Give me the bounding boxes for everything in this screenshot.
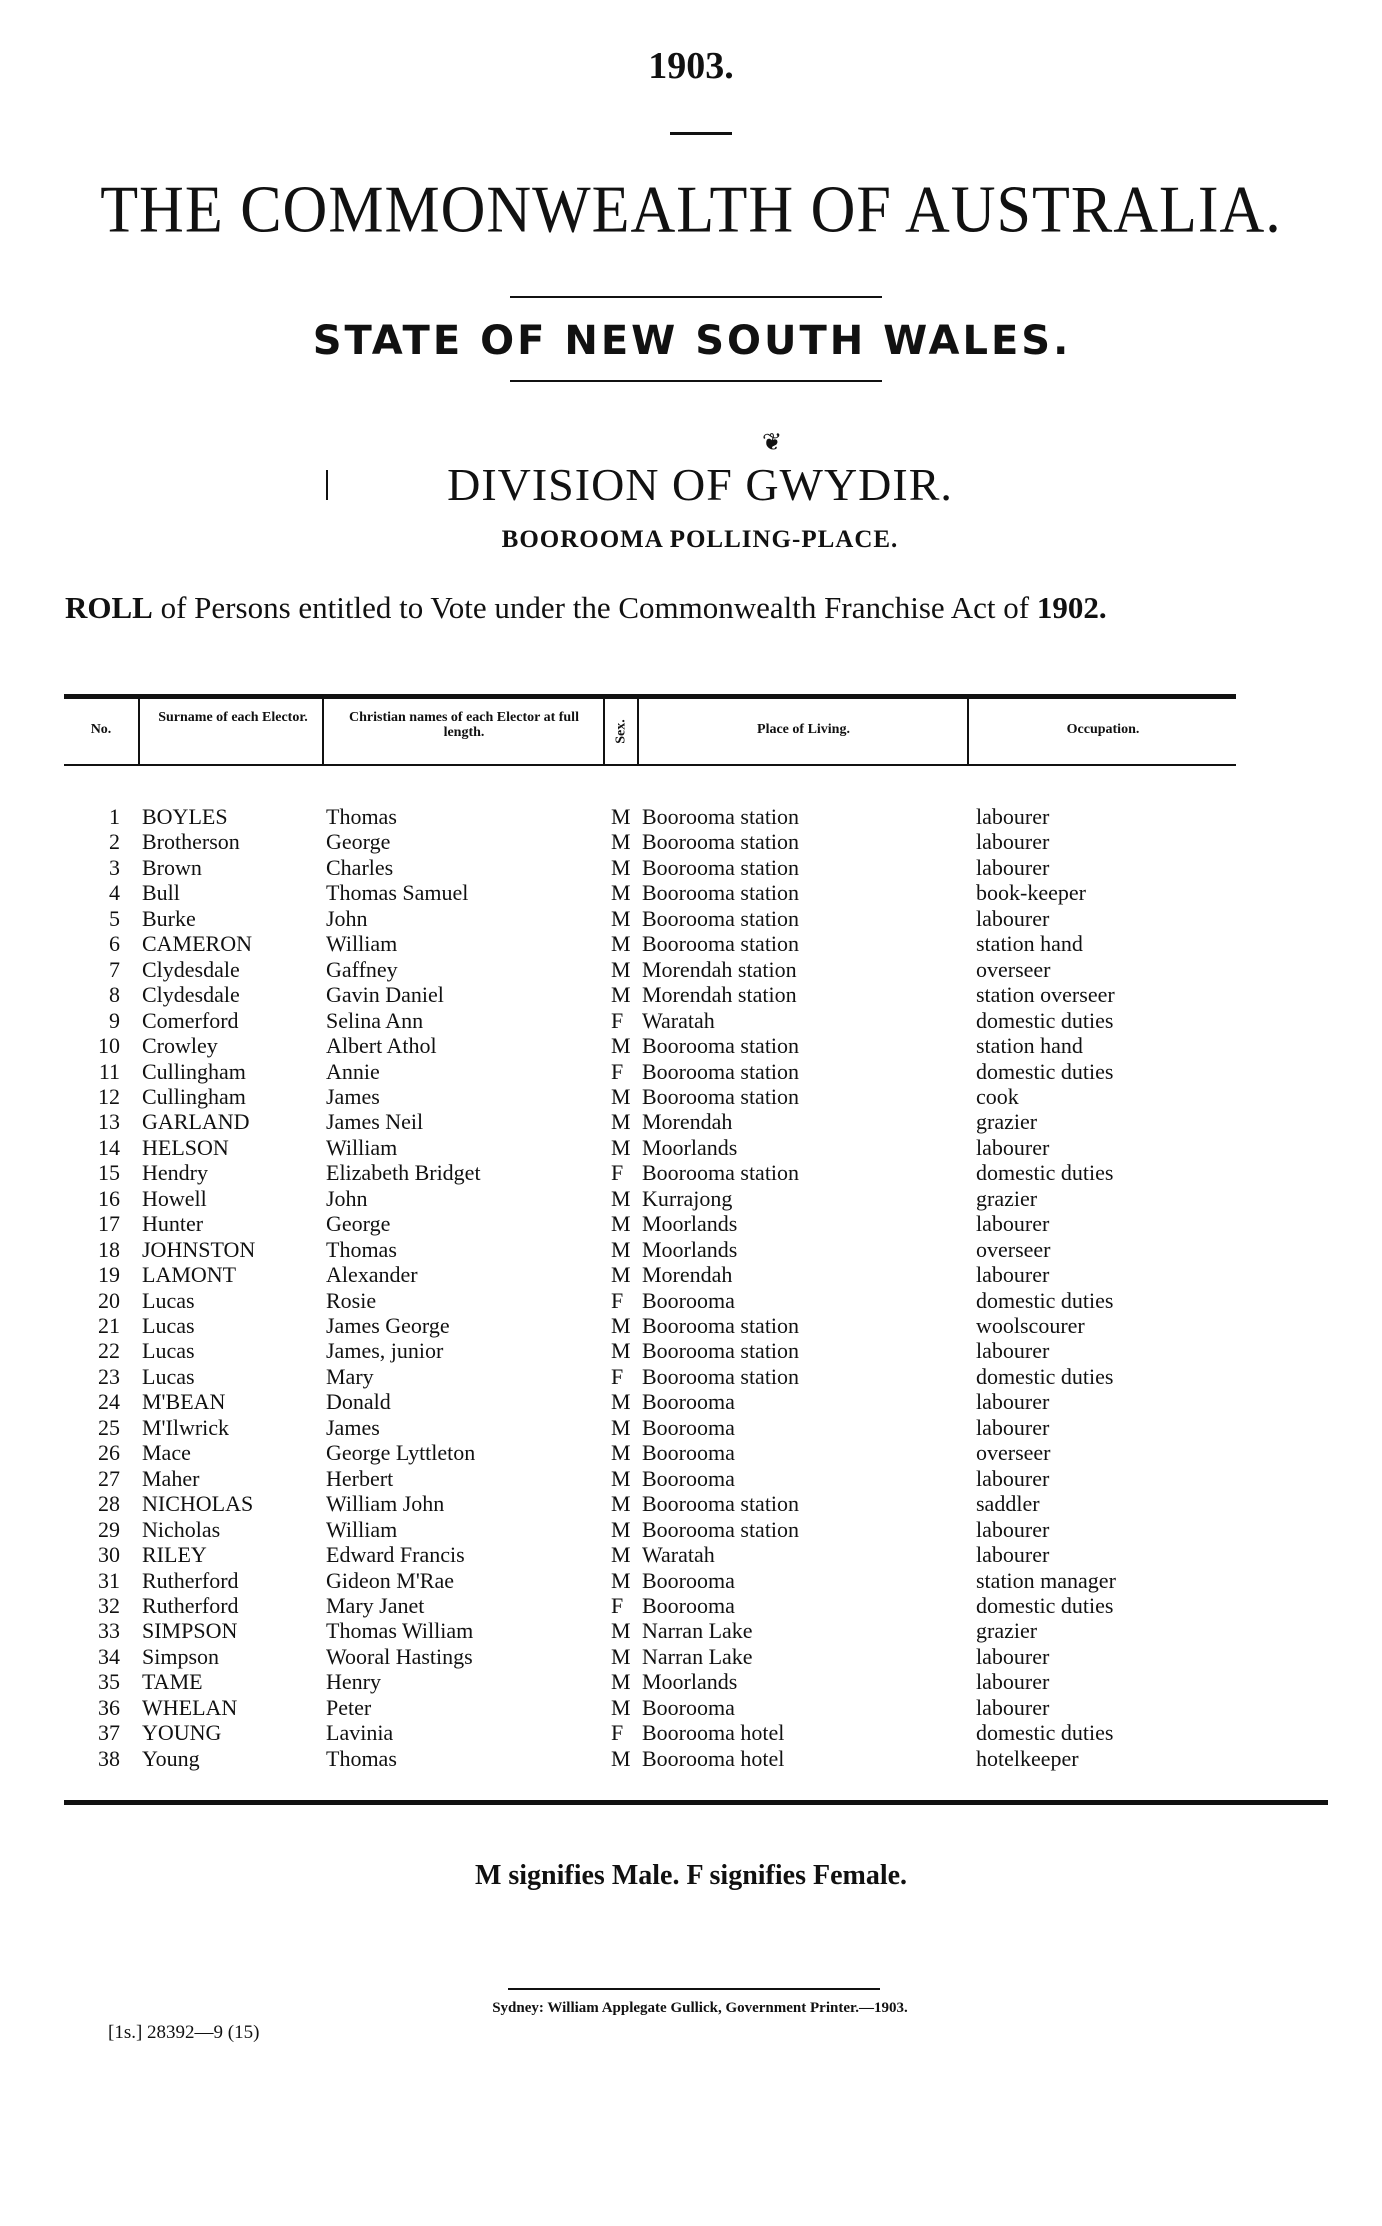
elector-christian-names: William: [326, 931, 398, 956]
elector-occupation: labourer: [976, 1466, 1050, 1491]
column-divider: [603, 699, 605, 764]
roll-title: [65, 590, 1245, 626]
table-row: [0, 1517, 1382, 1542]
state-heading: STATE OF NEW SOUTH WALES.: [312, 318, 1072, 364]
column-divider: [967, 699, 969, 764]
elector-christian-names: George: [326, 1211, 391, 1236]
elector-surname: Cullingham: [142, 1059, 246, 1084]
table-row: [0, 1262, 1382, 1287]
elector-occupation: book-keeper: [976, 880, 1086, 905]
elector-number: 6: [109, 931, 120, 956]
elector-christian-names: Gaffney: [326, 957, 398, 982]
elector-christian-names: Charles: [326, 855, 394, 880]
elector-place-of-living: Morendah: [642, 1109, 733, 1134]
table-row: [0, 1440, 1382, 1465]
elector-sex: M: [611, 1389, 631, 1414]
elector-surname: Clydesdale: [142, 982, 240, 1007]
elector-christian-names: Alexander: [326, 1262, 418, 1287]
elector-place-of-living: Boorooma station: [642, 1313, 800, 1338]
elector-occupation: labourer: [976, 1415, 1050, 1440]
table-row: [0, 1059, 1382, 1084]
elector-occupation: station hand: [976, 1033, 1083, 1058]
elector-occupation: labourer: [976, 1135, 1050, 1160]
elector-place-of-living: Moorlands: [642, 1669, 738, 1694]
elector-occupation: labourer: [976, 829, 1050, 854]
column-header-surname: Surname of each Elector.: [158, 710, 308, 725]
elector-occupation: domestic duties: [976, 1288, 1114, 1313]
elector-christian-names: George: [326, 829, 391, 854]
elector-christian-names: Herbert: [326, 1466, 394, 1491]
elector-surname: LAMONT: [142, 1262, 237, 1287]
elector-surname: Howell: [142, 1186, 207, 1211]
elector-place-of-living: Boorooma: [642, 1593, 735, 1618]
table-row: [0, 1542, 1382, 1567]
table-row: [0, 906, 1382, 931]
table-header-rule: [64, 764, 1236, 766]
elector-sex: M: [611, 1466, 631, 1491]
elector-number: 30: [98, 1542, 120, 1567]
elector-occupation: domestic duties: [976, 1593, 1114, 1618]
elector-sex: M: [611, 1491, 631, 1516]
elector-sex: F: [611, 1008, 624, 1033]
elector-surname: NICHOLAS: [142, 1491, 254, 1516]
elector-christian-names: Elizabeth Bridget: [326, 1160, 481, 1185]
state-bottom-rule: [510, 380, 882, 382]
elector-sex: M: [611, 1440, 631, 1465]
table-row: [0, 855, 1382, 880]
table-row: [0, 1593, 1382, 1618]
elector-sex: M: [611, 1084, 631, 1109]
division-margin-mark: [326, 470, 328, 500]
elector-number: 31: [98, 1568, 120, 1593]
elector-sex: F: [611, 1288, 624, 1313]
elector-number: 28: [98, 1491, 120, 1516]
elector-christian-names: Gavin Daniel: [326, 982, 444, 1007]
elector-christian-names: George Lyttleton: [326, 1440, 476, 1465]
elector-christian-names: Mary: [326, 1364, 374, 1389]
table-top-rule: [64, 694, 1236, 699]
elector-place-of-living: Boorooma station: [642, 1338, 800, 1363]
elector-occupation: labourer: [976, 1644, 1050, 1669]
elector-christian-names: James Neil: [326, 1109, 424, 1134]
elector-number: 8: [109, 982, 120, 1007]
division-heading: DIVISION OF GWYDIR.: [447, 459, 953, 510]
table-row: [0, 1644, 1382, 1669]
elector-sex: M: [611, 1568, 631, 1593]
elector-sex: M: [611, 931, 631, 956]
elector-occupation: hotelkeeper: [976, 1746, 1079, 1771]
column-divider: [322, 699, 324, 764]
table-row: [0, 1313, 1382, 1338]
elector-christian-names: Thomas: [326, 1746, 397, 1771]
elector-number: 29: [98, 1517, 120, 1542]
elector-occupation: station manager: [976, 1568, 1116, 1593]
elector-place-of-living: Boorooma station: [642, 1491, 800, 1516]
elector-sex: M: [611, 1033, 631, 1058]
elector-occupation: grazier: [976, 1186, 1038, 1211]
elector-surname: Burke: [142, 906, 196, 931]
elector-number: 14: [98, 1135, 120, 1160]
elector-sex: M: [611, 1415, 631, 1440]
elector-christian-names: James: [326, 1084, 380, 1109]
elector-sex: F: [611, 1059, 624, 1084]
elector-place-of-living: Boorooma station: [642, 1364, 800, 1389]
elector-place-of-living: Boorooma: [642, 1288, 735, 1313]
elector-occupation: labourer: [976, 1542, 1050, 1567]
elector-place-of-living: Boorooma station: [642, 1033, 800, 1058]
elector-surname: BOYLES: [142, 804, 228, 829]
elector-surname: Hendry: [142, 1160, 208, 1185]
elector-surname: Clydesdale: [142, 957, 240, 982]
elector-place-of-living: Boorooma station: [642, 931, 800, 956]
page-year: 1903.: [648, 45, 734, 87]
elector-surname: JOHNSTON: [142, 1237, 256, 1262]
elector-number: 3: [109, 855, 120, 880]
elector-christian-names: Henry: [326, 1669, 381, 1694]
column-divider: [138, 699, 140, 764]
elector-occupation: station hand: [976, 931, 1083, 956]
table-row: [0, 1033, 1382, 1058]
elector-christian-names: Mary Janet: [326, 1593, 425, 1618]
elector-sex: M: [611, 906, 631, 931]
elector-occupation: overseer: [976, 1440, 1051, 1465]
table-row: [0, 1186, 1382, 1211]
elector-christian-names: Edward Francis: [326, 1542, 465, 1567]
elector-sex: M: [611, 1135, 631, 1160]
elector-sex: M: [611, 1618, 631, 1643]
elector-occupation: labourer: [976, 1211, 1050, 1236]
elector-surname: GARLAND: [142, 1109, 250, 1134]
elector-surname: HELSON: [142, 1135, 229, 1160]
elector-christian-names: Donald: [326, 1389, 391, 1414]
elector-place-of-living: Moorlands: [642, 1237, 738, 1262]
elector-christian-names: Lavinia: [326, 1720, 394, 1745]
elector-occupation: saddler: [976, 1491, 1040, 1516]
elector-christian-names: William: [326, 1517, 398, 1542]
elector-occupation: overseer: [976, 1237, 1051, 1262]
elector-surname: TAME: [142, 1669, 203, 1694]
elector-occupation: grazier: [976, 1618, 1038, 1643]
elector-surname: Cullingham: [142, 1084, 246, 1109]
elector-sex: F: [611, 1720, 624, 1745]
elector-surname: Lucas: [142, 1338, 195, 1363]
elector-occupation: domestic duties: [976, 1059, 1114, 1084]
column-header-no: No.: [90, 722, 112, 737]
elector-occupation: grazier: [976, 1109, 1038, 1134]
column-divider: [637, 699, 639, 764]
table-row: [0, 1084, 1382, 1109]
elector-number: 19: [98, 1262, 120, 1287]
elector-surname: CAMERON: [142, 931, 253, 956]
elector-christian-names: Thomas: [326, 1237, 397, 1262]
elector-sex: M: [611, 982, 631, 1007]
elector-place-of-living: Moorlands: [642, 1211, 738, 1236]
elector-christian-names: John: [326, 906, 368, 931]
table-row: [0, 1618, 1382, 1643]
elector-christian-names: Thomas: [326, 804, 397, 829]
table-row: [0, 1415, 1382, 1440]
table-row: [0, 931, 1382, 956]
elector-place-of-living: Boorooma: [642, 1389, 735, 1414]
document-title: THE COMMONWEALTH OF AUSTRALIA.: [100, 173, 1282, 247]
elector-surname: M'BEAN: [142, 1389, 226, 1414]
elector-sex: M: [611, 1695, 631, 1720]
elector-occupation: labourer: [976, 855, 1050, 880]
elector-surname: YOUNG: [142, 1720, 222, 1745]
elector-surname: RILEY: [142, 1542, 207, 1567]
elector-surname: Crowley: [142, 1033, 218, 1058]
table-row: [0, 829, 1382, 854]
elector-surname: Rutherford: [142, 1593, 239, 1618]
table-row: [0, 1720, 1382, 1745]
elector-sex: M: [611, 804, 631, 829]
elector-number: 20: [98, 1288, 120, 1313]
elector-sex: M: [611, 1542, 631, 1567]
elector-christian-names: Rosie: [326, 1288, 377, 1313]
elector-occupation: domestic duties: [976, 1008, 1114, 1033]
year-rule: [670, 132, 732, 135]
elector-place-of-living: Waratah: [642, 1008, 715, 1033]
elector-number: 26: [98, 1440, 120, 1465]
elector-christian-names: Annie: [326, 1059, 380, 1084]
elector-place-of-living: Narran Lake: [642, 1618, 753, 1643]
elector-christian-names: William: [326, 1135, 398, 1160]
elector-number: 22: [98, 1338, 120, 1363]
elector-place-of-living: Boorooma: [642, 1466, 735, 1491]
elector-sex: M: [611, 1186, 631, 1211]
table-row: [0, 1746, 1382, 1771]
table-row: [0, 982, 1382, 1007]
elector-occupation: domestic duties: [976, 1720, 1114, 1745]
elector-number: 37: [98, 1720, 120, 1745]
elector-place-of-living: Boorooma: [642, 1440, 735, 1465]
elector-number: 35: [98, 1669, 120, 1694]
elector-place-of-living: Boorooma station: [642, 829, 800, 854]
elector-place-of-living: Boorooma station: [642, 855, 800, 880]
elector-number: 36: [98, 1695, 120, 1720]
elector-number: 7: [109, 957, 120, 982]
elector-number: 1: [109, 804, 120, 829]
elector-place-of-living: Waratah: [642, 1542, 715, 1567]
elector-place-of-living: Morendah: [642, 1262, 733, 1287]
table-row: [0, 1160, 1382, 1185]
elector-surname: Lucas: [142, 1313, 195, 1338]
elector-number: 21: [98, 1313, 120, 1338]
elector-number: 10: [98, 1033, 120, 1058]
elector-surname: Comerford: [142, 1008, 239, 1033]
elector-surname: Rutherford: [142, 1568, 239, 1593]
elector-christian-names: Selina Ann: [326, 1008, 424, 1033]
table-row: [0, 1669, 1382, 1694]
elector-number: 12: [98, 1084, 120, 1109]
elector-surname: SIMPSON: [142, 1618, 238, 1643]
elector-place-of-living: Boorooma station: [642, 1517, 800, 1542]
elector-christian-names: Gideon M'Rae: [326, 1568, 454, 1593]
elector-place-of-living: Kurrajong: [642, 1186, 733, 1211]
elector-number: 11: [98, 1059, 120, 1084]
column-header-sex: Sex.: [613, 719, 629, 744]
elector-christian-names: Albert Athol: [326, 1033, 437, 1058]
ornament-icon: ❦: [762, 430, 783, 456]
elector-occupation: labourer: [976, 906, 1050, 931]
polling-place-heading: BOOROOMA POLLING-PLACE.: [501, 526, 899, 553]
elector-surname: Lucas: [142, 1364, 195, 1389]
elector-sex: M: [611, 880, 631, 905]
table-row: [0, 1491, 1382, 1516]
elector-place-of-living: Boorooma station: [642, 804, 800, 829]
elector-christian-names: James: [326, 1415, 380, 1440]
elector-place-of-living: Moorlands: [642, 1135, 738, 1160]
elector-place-of-living: Boorooma station: [642, 1059, 800, 1084]
table-row: [0, 804, 1382, 829]
elector-surname: WHELAN: [142, 1695, 238, 1720]
elector-occupation: cook: [976, 1084, 1019, 1109]
elector-number: 9: [109, 1008, 120, 1033]
table-row: [0, 1135, 1382, 1160]
table-row: [0, 1364, 1382, 1389]
elector-place-of-living: Boorooma station: [642, 906, 800, 931]
elector-sex: M: [611, 1211, 631, 1236]
elector-surname: Hunter: [142, 1211, 204, 1236]
table-row: [0, 880, 1382, 905]
elector-occupation: labourer: [976, 1389, 1050, 1414]
elector-occupation: woolscourer: [976, 1313, 1085, 1338]
elector-number: 34: [98, 1644, 120, 1669]
elector-occupation: domestic duties: [976, 1160, 1114, 1185]
elector-sex: M: [611, 1517, 631, 1542]
elector-place-of-living: Boorooma: [642, 1568, 735, 1593]
elector-surname: Mace: [142, 1440, 191, 1465]
table-row: [0, 1389, 1382, 1414]
elector-christian-names: James, junior: [326, 1338, 444, 1363]
column-header-place: Place of Living.: [757, 722, 850, 737]
table-row: [0, 1568, 1382, 1593]
elector-christian-names: John: [326, 1186, 368, 1211]
column-header-occupation: Occupation.: [1066, 722, 1140, 737]
elector-surname: Maher: [142, 1466, 200, 1491]
elector-place-of-living: Boorooma: [642, 1415, 735, 1440]
roll-title-year: 1902.: [1036, 590, 1107, 625]
elector-place-of-living: Boorooma hotel: [642, 1720, 785, 1745]
elector-sex: M: [611, 1644, 631, 1669]
sex-legend: M signifies Male. F signifies Female.: [474, 1860, 908, 1891]
elector-surname: M'Ilwrick: [142, 1415, 230, 1440]
elector-sex: M: [611, 1262, 631, 1287]
elector-sex: M: [611, 1313, 631, 1338]
elector-place-of-living: Boorooma station: [642, 1084, 800, 1109]
elector-place-of-living: Boorooma station: [642, 880, 800, 905]
elector-surname: Bull: [142, 880, 180, 905]
elector-occupation: station overseer: [976, 982, 1115, 1007]
elector-surname: Brown: [142, 855, 202, 880]
elector-sex: M: [611, 1338, 631, 1363]
elector-number: 15: [98, 1160, 120, 1185]
elector-christian-names: Thomas Samuel: [326, 880, 469, 905]
table-row: [0, 1109, 1382, 1134]
elector-occupation: labourer: [976, 1338, 1050, 1363]
elector-christian-names: Thomas William: [326, 1618, 474, 1643]
table-row: [0, 1466, 1382, 1491]
document-reference: [1s.] 28392—9 (15): [108, 2022, 260, 2043]
elector-number: 32: [98, 1593, 120, 1618]
table-row: [0, 1338, 1382, 1363]
elector-sex: F: [611, 1364, 624, 1389]
elector-place-of-living: Morendah station: [642, 982, 797, 1007]
elector-surname: Nicholas: [142, 1517, 221, 1542]
elector-number: 17: [98, 1211, 120, 1236]
elector-sex: M: [611, 1109, 631, 1134]
roll-title-text: of Persons entitled to Vote under the Commonwealth Franchise Act of: [152, 590, 1037, 625]
roll-title-lead: ROLL: [65, 590, 153, 625]
elector-number: 33: [98, 1618, 120, 1643]
table-row: [0, 1695, 1382, 1720]
elector-place-of-living: Boorooma station: [642, 1160, 800, 1185]
elector-sex: M: [611, 829, 631, 854]
elector-christian-names: William John: [326, 1491, 445, 1516]
column-header-christian: Christian names of each Elector at full length.: [349, 710, 579, 740]
elector-surname: Brotherson: [142, 829, 240, 854]
printer-imprint: Sydney: William Applegate Gullick, Government Printer.—1903.: [492, 2000, 908, 2016]
elector-occupation: overseer: [976, 957, 1051, 982]
elector-number: 5: [109, 906, 120, 931]
elector-place-of-living: Narran Lake: [642, 1644, 753, 1669]
elector-number: 18: [98, 1237, 120, 1262]
elector-sex: F: [611, 1593, 624, 1618]
elector-sex: M: [611, 1669, 631, 1694]
elector-sex: M: [611, 1746, 631, 1771]
elector-number: 27: [98, 1466, 120, 1491]
elector-surname: Simpson: [142, 1644, 220, 1669]
elector-number: 23: [98, 1364, 120, 1389]
elector-number: 13: [98, 1109, 120, 1134]
elector-occupation: labourer: [976, 1262, 1050, 1287]
elector-place-of-living: Morendah station: [642, 957, 797, 982]
elector-number: 24: [98, 1389, 120, 1414]
elector-sex: M: [611, 1237, 631, 1262]
elector-number: 38: [98, 1746, 120, 1771]
elector-occupation: labourer: [976, 1517, 1050, 1542]
elector-occupation: domestic duties: [976, 1364, 1114, 1389]
elector-occupation: labourer: [976, 1669, 1050, 1694]
elector-sex: F: [611, 1160, 624, 1185]
elector-christian-names: James George: [326, 1313, 450, 1338]
elector-number: 2: [109, 829, 120, 854]
elector-number: 16: [98, 1186, 120, 1211]
table-row: [0, 1211, 1382, 1236]
elector-surname: Lucas: [142, 1288, 195, 1313]
elector-place-of-living: Boorooma: [642, 1695, 735, 1720]
elector-place-of-living: Boorooma hotel: [642, 1746, 785, 1771]
elector-surname: Young: [142, 1746, 200, 1771]
table-row: [0, 957, 1382, 982]
printer-rule: [508, 1988, 880, 1990]
elector-christian-names: Wooral Hastings: [326, 1644, 473, 1669]
elector-christian-names: Peter: [326, 1695, 372, 1720]
table-row: [0, 1237, 1382, 1262]
elector-occupation: labourer: [976, 1695, 1050, 1720]
elector-sex: M: [611, 957, 631, 982]
state-top-rule: [510, 296, 882, 298]
elector-sex: M: [611, 855, 631, 880]
table-row: [0, 1008, 1382, 1033]
elector-occupation: labourer: [976, 804, 1050, 829]
table-row: [0, 1288, 1382, 1313]
elector-number: 25: [98, 1415, 120, 1440]
elector-number: 4: [109, 880, 120, 905]
table-bottom-rule: [64, 1800, 1328, 1805]
